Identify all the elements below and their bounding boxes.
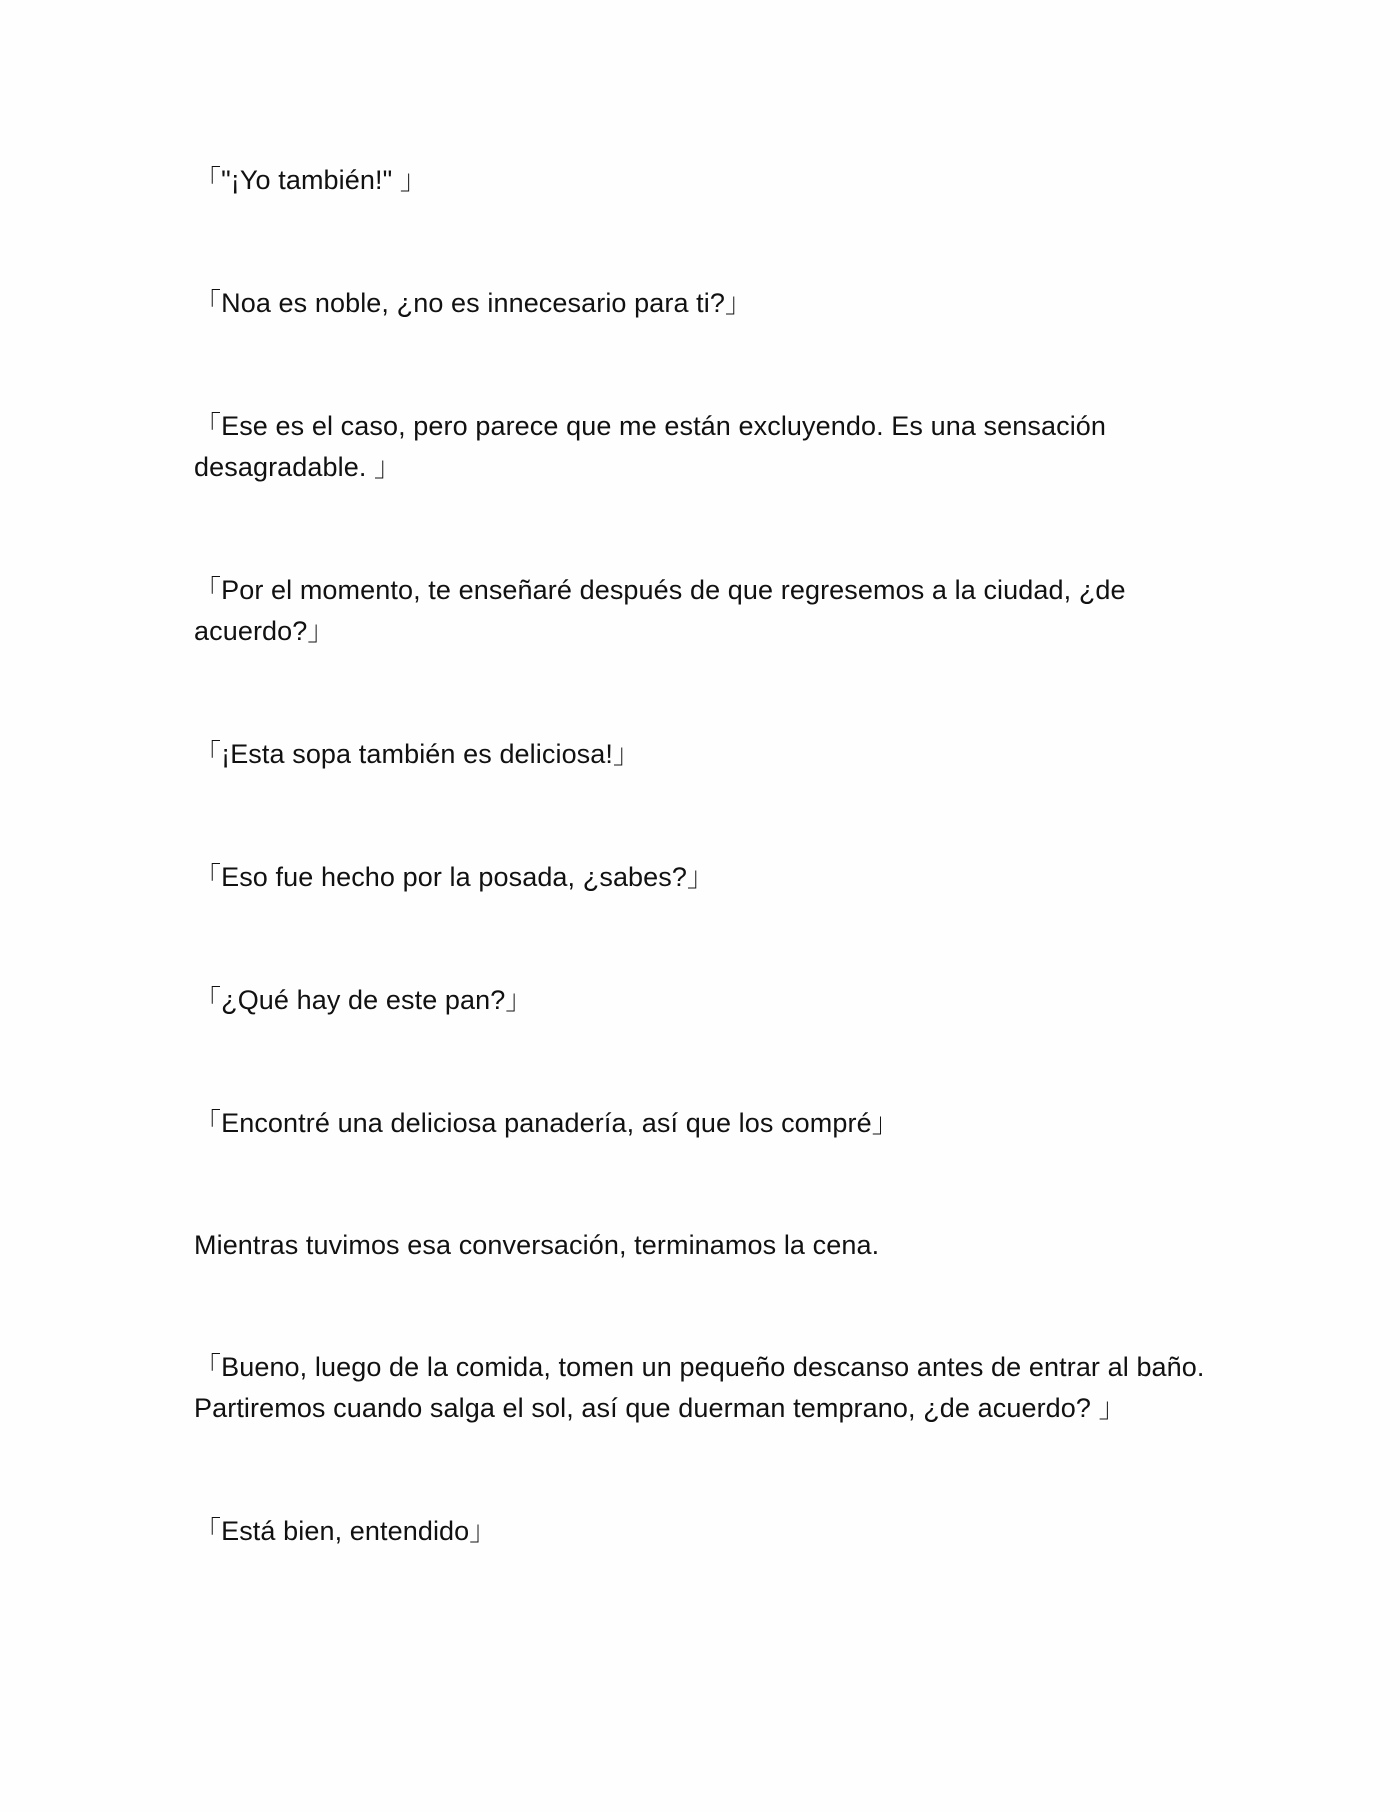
paragraph-11: 「Está bien, entendido」 [194, 1516, 497, 1546]
paragraph-3: 「Ese es el caso, pero parece que me están excluyendo. Es una sensación desagradable. 」 [194, 411, 1114, 482]
paragraph-8: 「Encontré una deliciosa panadería, así que los compré」 [194, 1108, 899, 1138]
paragraph-9: Mientras tuvimos esa conversación, terminamos la cena. [194, 1230, 880, 1260]
paragraph-10: 「Bueno, luego de la comida, tomen un pequeño descanso antes de entrar al baño. Partiremos cuando salga el sol, así que duerman temprano, ¿de acuerdo? 」 [194, 1352, 1213, 1423]
paragraph-2: 「Noa es noble, ¿no es innecesario para ti?」 [194, 288, 753, 318]
paragraph-7: 「¿Qué hay de este pan?」 [194, 985, 533, 1015]
paragraph-1: 「"¡Yo también!" 」 [194, 165, 427, 195]
paragraph-6: 「Eso fue hecho por la posada, ¿sabes?」 [194, 862, 715, 892]
paragraph-5: 「¡Esta sopa también es deliciosa!」 [194, 739, 641, 769]
paragraph-4: 「Por el momento, te enseñaré después de que regresemos a la ciudad, ¿de acuerdo?」 [194, 575, 1134, 646]
